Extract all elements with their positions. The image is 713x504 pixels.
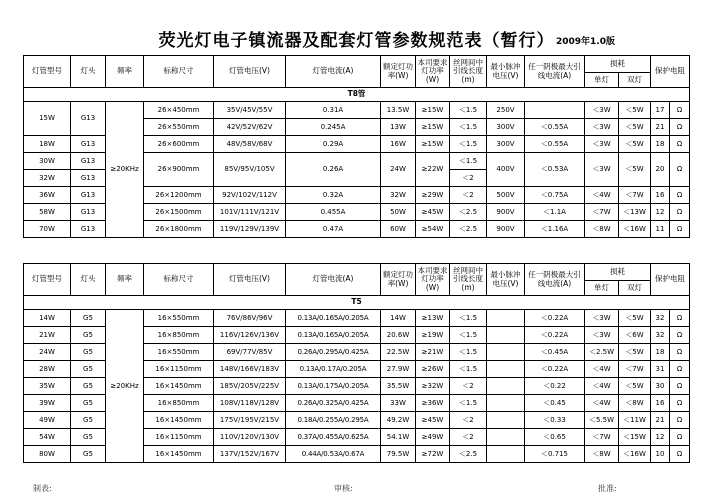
cell-len: ＜1.5 [450,153,487,170]
cell-model: 58W [24,204,71,221]
header-current: 灯管电流(A) [286,264,381,296]
cell-len: ＜2.5 [450,446,487,463]
cell-pulse [487,310,525,327]
cell-cap: G13 [71,102,106,136]
cell-cathode: ＜0.715 [525,446,585,463]
header-current: 灯管电流(A) [286,56,381,88]
cell-req: ≥22W [416,153,450,187]
cell-voltage: 76V/86V/96V [214,310,286,327]
cell-cap: G13 [71,170,106,187]
cell-unit: Ω [670,361,690,378]
cell-current: 0.13A/0.175A/0.205A [286,378,381,395]
cell-len: ＜1.5 [450,102,487,119]
header-wire-length: 丝网间中引线长度(m) [450,56,487,88]
t5-freq-cell: ≥20KHz [106,310,144,463]
cell-current: 0.13A/0.17A/0.205A [286,361,381,378]
header-freq: 频率 [106,56,144,88]
version-label: 2009年1.0版 [556,37,615,47]
cell-pulse [487,446,525,463]
cell-unit: Ω [670,119,690,136]
cell-pulse: 900V [487,204,525,221]
cell-len: ＜1.5 [450,395,487,412]
cell-cap: G5 [71,361,106,378]
cell-req: ≥36W [416,395,450,412]
cell-cathode: ＜0.33 [525,412,585,429]
cell-rated: 49.2W [381,412,416,429]
cell-len: ＜2 [450,170,487,187]
header-freq: 频率 [106,264,144,296]
cell-double: ＜16W [619,446,651,463]
cell-size: 26×1800mm [144,221,214,238]
cell-rated: 16W [381,136,416,153]
cell-req: ≥54W [416,221,450,238]
cell-cap: G5 [71,310,106,327]
cell-size: 26×600mm [144,136,214,153]
cell-voltage: 108V/118V/128V [214,395,286,412]
cell-unit: Ω [670,446,690,463]
cell-len: ＜2.5 [450,204,487,221]
cell-current: 0.31A [286,102,381,119]
cell-model: 49W [24,412,71,429]
cell-current: 0.18A/0.255A/0.295A [286,412,381,429]
cell-cap: G5 [71,429,106,446]
cell-rated: 22.5W [381,344,416,361]
cell-rated: 60W [381,221,416,238]
cell-len: ＜2 [450,412,487,429]
header-loss-double: 双灯 [619,281,651,296]
cell-model: 14W [24,310,71,327]
cell-res: 10 [651,446,670,463]
cell-single: ＜8W [585,221,619,238]
cell-single: ＜3W [585,153,619,187]
cell-rated: 20.6W [381,327,416,344]
cell-res: 16 [651,187,670,204]
cell-res: 32 [651,327,670,344]
cell-pulse [487,344,525,361]
cell-current: 0.44A/0.53A/0.67A [286,446,381,463]
cell-res: 21 [651,119,670,136]
cell-req: ≥26W [416,361,450,378]
cell-double: ＜8W [619,395,651,412]
t8-spec-table [23,55,690,238]
cell-voltage: 148V/166V/183V [214,361,286,378]
cell-req: ≥45W [416,204,450,221]
cell-model: 36W [24,187,71,204]
cell-model: 15W [24,102,71,136]
cell-cathode: ＜0.55A [525,119,585,136]
cell-pulse: 300V [487,119,525,136]
cell-voltage: 185V/205V/225V [214,378,286,395]
cell-res: 12 [651,429,670,446]
cell-cathode: ＜0.22A [525,327,585,344]
table-row [24,310,690,327]
cell-unit: Ω [670,412,690,429]
cell-size: 16×850mm [144,395,214,412]
cell-len: ＜2 [450,187,487,204]
cell-cathode: ＜1.16A [525,221,585,238]
header-loss-single: 单灯 [585,281,619,296]
cell-model: 39W [24,395,71,412]
header-min-pulse: 最小脉冲电压(V) [487,56,525,88]
cell-pulse: 250V [487,102,525,119]
cell-voltage: 35V/45V/55V [214,102,286,119]
cell-size: 16×850mm [144,327,214,344]
header-rated-power: 额定灯功率(W) [381,56,416,88]
reviewed-by-label: 审核: [334,484,353,493]
cell-voltage: 137V/152V/167V [214,446,286,463]
cell-res: 16 [651,395,670,412]
cell-pulse: 500V [487,187,525,204]
cell-unit: Ω [670,136,690,153]
t5-section-title: T5 [24,296,690,310]
cell-unit: Ω [670,378,690,395]
header-voltage: 灯管电压(V) [214,264,286,296]
cell-cap: G5 [71,446,106,463]
cell-unit: Ω [670,327,690,344]
cell-res: 21 [651,412,670,429]
cell-model: 18W [24,136,71,153]
cell-size: 16×1450mm [144,446,214,463]
cell-size: 16×1450mm [144,412,214,429]
cell-req: ≥19W [416,327,450,344]
cell-len: ＜1.5 [450,136,487,153]
cell-req: ≥15W [416,119,450,136]
cell-voltage: 110V/120V/130V [214,429,286,446]
cell-model: 54W [24,429,71,446]
cell-res: 30 [651,378,670,395]
header-min-pulse: 最小脉冲电压(V) [487,264,525,296]
cell-req: ≥15W [416,136,450,153]
cell-single: ＜5.5W [585,412,619,429]
cell-double: ＜7W [619,361,651,378]
cell-len: ＜1.5 [450,344,487,361]
cell-model: 30W [24,153,71,170]
cell-rated: 54.1W [381,429,416,446]
cell-unit: Ω [670,153,690,187]
cell-cap: G5 [71,412,106,429]
cell-rated: 50W [381,204,416,221]
cell-len: ＜1.5 [450,119,487,136]
cell-size: 26×450mm [144,102,214,119]
cell-unit: Ω [670,344,690,361]
cell-current: 0.47A [286,221,381,238]
cell-single: ＜3W [585,102,619,119]
header-loss: 损耗 [585,264,651,281]
cell-res: 12 [651,204,670,221]
cell-pulse [487,361,525,378]
header-max-cathode: 任一阴极最大引线电流(A) [525,264,585,296]
cell-len: ＜1.5 [450,310,487,327]
t8-freq-cell: ≥20KHz [106,102,144,238]
cell-rated: 13.5W [381,102,416,119]
cell-model: 35W [24,378,71,395]
cell-cap: G13 [71,204,106,221]
cell-single: ＜4W [585,361,619,378]
cell-current: 0.13A/0.165A/0.205A [286,310,381,327]
header-size: 标称尺寸 [144,56,214,88]
header-required-power: 本司要求灯功率(W) [416,264,450,296]
cell-cap: G5 [71,395,106,412]
cell-current: 0.245A [286,119,381,136]
cell-rated: 27.9W [381,361,416,378]
cell-res: 17 [651,102,670,119]
header-loss-single: 单灯 [585,73,619,88]
header-model: 灯管型号 [24,264,71,296]
cell-rated: 24W [381,153,416,187]
cell-double: ＜5W [619,378,651,395]
cell-len: ＜2.5 [450,221,487,238]
cell-single: ＜4W [585,187,619,204]
cell-double: ＜16W [619,221,651,238]
cell-rated: 33W [381,395,416,412]
header-wire-length: 丝网间中引线长度(m) [450,264,487,296]
cell-size: 16×1150mm [144,429,214,446]
cell-pulse [487,378,525,395]
cell-req: ≥72W [416,446,450,463]
cell-double: ＜7W [619,187,651,204]
header-cap: 灯头 [71,264,106,296]
cell-double: ＜5W [619,153,651,187]
cell-single: ＜2.5W [585,344,619,361]
document-title: 荧光灯电子镇流器及配套灯管参数规范表（暂行） [158,31,555,51]
cell-pulse [487,327,525,344]
cell-unit: Ω [670,310,690,327]
cell-req: ≥13W [416,310,450,327]
cell-unit: Ω [670,221,690,238]
cell-cap: G5 [71,378,106,395]
cell-single: ＜3W [585,327,619,344]
cell-double: ＜13W [619,204,651,221]
cell-size: 16×550mm [144,344,214,361]
cell-cap: G13 [71,136,106,153]
cell-pulse: 900V [487,221,525,238]
cell-cathode: ＜1.1A [525,204,585,221]
cell-current: 0.26A/0.295A/0.425A [286,344,381,361]
cell-current: 0.455A [286,204,381,221]
cell-current: 0.32A [286,187,381,204]
cell-size: 26×900mm [144,153,214,187]
cell-size: 26×550mm [144,119,214,136]
cell-double: ＜6W [619,327,651,344]
cell-unit: Ω [670,395,690,412]
t5-spec-table [23,263,690,463]
cell-double: ＜15W [619,429,651,446]
cell-model: 32W [24,170,71,187]
cell-double: ＜5W [619,136,651,153]
cell-model: 24W [24,344,71,361]
cell-single: ＜3W [585,119,619,136]
cell-current: 0.26A [286,153,381,187]
cell-single: ＜8W [585,446,619,463]
cell-rated: 14W [381,310,416,327]
cell-size: 16×1450mm [144,378,214,395]
cell-cap: G5 [71,344,106,361]
cell-len: ＜1.5 [450,327,487,344]
cell-model: 21W [24,327,71,344]
cell-single: ＜3W [585,136,619,153]
cell-model: 70W [24,221,71,238]
cell-cap: G13 [71,221,106,238]
cell-current: 0.37A/0.455A/0.625A [286,429,381,446]
header-required-power: 本司要求灯功率(W) [416,56,450,88]
cell-current: 0.26A/0.325A/0.425A [286,395,381,412]
cell-req: ≥21W [416,344,450,361]
cell-req: ≥45W [416,412,450,429]
header-max-cathode: 任一阴极最大引线电流(A) [525,56,585,88]
cell-cathode: ＜0.53A [525,153,585,187]
cell-single: ＜7W [585,429,619,446]
cell-len: ＜2 [450,429,487,446]
cell-cathode: ＜0.22 [525,378,585,395]
header-loss-double: 双灯 [619,73,651,88]
cell-rated: 35.5W [381,378,416,395]
cell-res: 20 [651,153,670,187]
cell-current: 0.29A [286,136,381,153]
cell-pulse [487,429,525,446]
t5-body [24,310,690,463]
cell-res: 32 [651,310,670,327]
cell-voltage: 116V/126V/136V [214,327,286,344]
cell-req: ≥29W [416,187,450,204]
cell-req: ≥32W [416,378,450,395]
prepared-by-label: 制表: [33,484,52,493]
t8-section-title: T8管 [24,88,690,102]
cell-double: ＜5W [619,310,651,327]
cell-cathode: ＜0.45 [525,395,585,412]
cell-unit: Ω [670,102,690,119]
cell-rated: 79.5W [381,446,416,463]
cell-single: ＜3W [585,310,619,327]
cell-res: 18 [651,344,670,361]
cell-cap: G13 [71,187,106,204]
cell-rated: 13W [381,119,416,136]
cell-pulse [487,412,525,429]
cell-cathode: ＜0.75A [525,187,585,204]
cell-double: ＜11W [619,412,651,429]
cell-cathode: ＜0.45A [525,344,585,361]
cell-pulse: 400V [487,153,525,187]
cell-cap: G13 [71,153,106,170]
cell-rated: 32W [381,187,416,204]
cell-res: 11 [651,221,670,238]
header-voltage: 灯管电压(V) [214,56,286,88]
approved-by-label: 批准: [598,484,617,493]
header-model: 灯管型号 [24,56,71,88]
cell-cathode: ＜0.55A [525,136,585,153]
cell-voltage: 48V/58V/68V [214,136,286,153]
t8-body [24,102,690,238]
header-rated-power: 额定灯功率(W) [381,264,416,296]
cell-len: ＜1.5 [450,361,487,378]
cell-voltage: 69V/77V/85V [214,344,286,361]
cell-cathode [525,102,585,119]
cell-size: 26×1200mm [144,187,214,204]
cell-unit: Ω [670,429,690,446]
cell-size: 26×1500mm [144,204,214,221]
cell-voltage: 175V/195V/215V [214,412,286,429]
cell-res: 18 [651,136,670,153]
cell-req: ≥49W [416,429,450,446]
cell-cathode: ＜0.22A [525,310,585,327]
header-cap: 灯头 [71,56,106,88]
header-size: 标称尺寸 [144,264,214,296]
cell-voltage: 119V/129V/139V [214,221,286,238]
cell-size: 16×1150mm [144,361,214,378]
cell-pulse: 300V [487,136,525,153]
header-protect: 保护电阻 [651,56,690,88]
cell-double: ＜5W [619,102,651,119]
cell-model: 80W [24,446,71,463]
cell-cap: G5 [71,327,106,344]
cell-cathode: ＜0.22A [525,361,585,378]
table-row [24,102,690,119]
cell-voltage: 92V/102V/112V [214,187,286,204]
cell-size: 16×550mm [144,310,214,327]
cell-single: ＜4W [585,378,619,395]
cell-len: ＜2 [450,378,487,395]
cell-req: ≥15W [416,102,450,119]
cell-cathode: ＜0.65 [525,429,585,446]
cell-unit: Ω [670,187,690,204]
cell-pulse [487,395,525,412]
cell-single: ＜7W [585,204,619,221]
cell-model: 28W [24,361,71,378]
cell-double: ＜5W [619,344,651,361]
cell-double: ＜5W [619,119,651,136]
header-loss: 损耗 [585,56,651,73]
cell-unit: Ω [670,204,690,221]
cell-res: 31 [651,361,670,378]
cell-voltage: 101V/111V/121V [214,204,286,221]
cell-current: 0.13A/0.165A/0.205A [286,327,381,344]
cell-voltage: 85V/95V/105V [214,153,286,187]
cell-single: ＜4W [585,395,619,412]
header-protect: 保护电阻 [651,264,690,296]
cell-voltage: 42V/52V/62V [214,119,286,136]
